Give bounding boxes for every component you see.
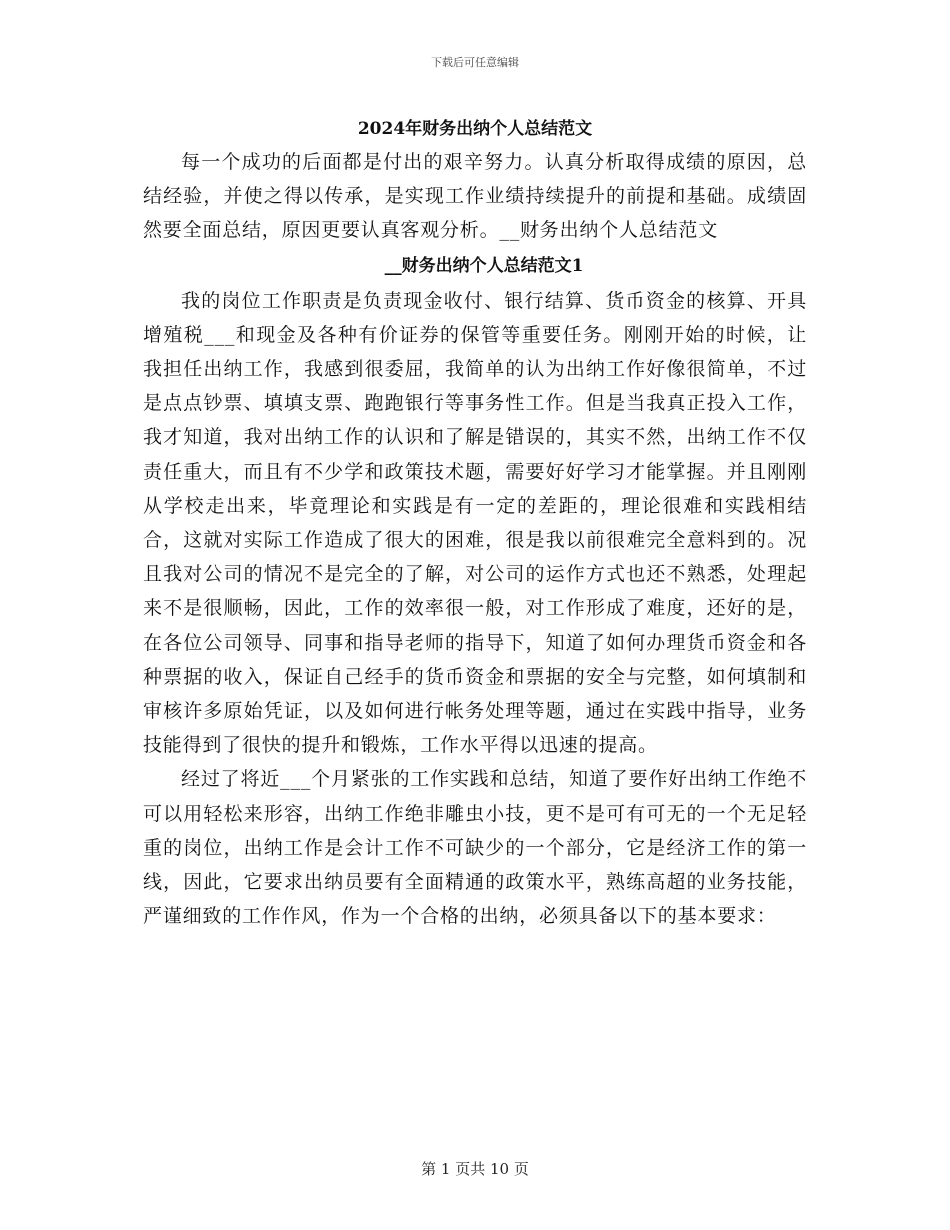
intro-paragraph: 每一个成功的后面都是付出的艰辛努力。认真分析取得成绩的原因，总结经验，并使之得以传承，是实现工作业绩持续提升的前提和基础。成绩固然要全面总结，原因更要认真客观分析。__财务出纳个人总结范文 — [143, 151, 807, 242]
section-heading: __财务出纳个人总结范文1 — [384, 255, 584, 276]
body-paragraph-1: 我的岗位工作职责是负责现金收付、银行结算、货币资金的核算、开具增殖税___和现金及各种有价证券的保管等重要任务。刚刚开始的时候，让我担任出纳工作，我感到很委屈，我简单的认为出纳工作好像很简单，不过是点点钞票、填填支票、跑跑银行等事务性工作。但是当我真正投入工作，我才知道，我对出纳工作的认识和了解是错误的，其实不然，出纳工作不仅责任重大，而且有不少学和政策技术题，需要好好学习才能掌握。并且刚刚从学校走出来，毕竟理论和实践是有一定的差距的，理论很难和实践相结合，这就对实际工作造成了很大的困难，很是我以前很难完全意料到的。况且我对公司的情况不是完全的了解，对公司的运作方式也还不熟悉，处理起来不是很顺畅，因此，工作的效率很一般，对工作形成了难度，还好的是，在各位公司领导、同事和指导老师的指导下，知道了如何办理货币资金和各种票据的收入，保证自己经手的货币资金和票据的安全与完整，如何填制和审核许多原始凭证，以及如何进行帐务处理等题，通过在实践中指导，业务技能得到了很快的提升和锻炼，工作水平得以迅速的提高。 — [143, 289, 807, 757]
page-header-note: 下载后可任意编辑 — [431, 56, 519, 69]
document-title: 2024年财务出纳个人总结范文 — [357, 119, 593, 139]
document-body — [143, 113, 807, 933]
page-footer-number: 第 1 页共 10 页 — [421, 1160, 529, 1178]
body-paragraph-2: 经过了将近___个月紧张的工作实践和总结，知道了要作好出纳工作绝不可以用轻松来形容，出纳工作绝非雕虫小技，更不是可有可无的一个无足轻重的岗位，出纳工作是会计工作不可缺少的一个部分，它是经济工作的第一线，因此，它要求出纳员要有全面精通的政策水平，熟练高超的业务技能，严谨细致的工作作风，作为一个合格的出纳，必须具备以下的基本要求： — [143, 768, 807, 928]
